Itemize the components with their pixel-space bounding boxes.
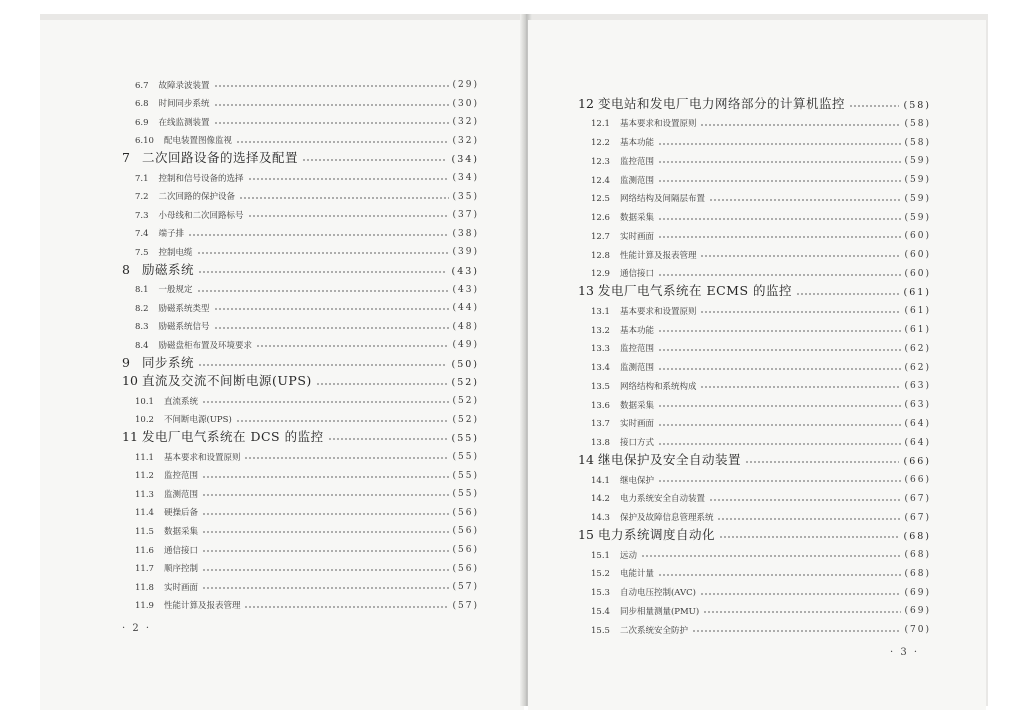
toc-entry-number: 10.1	[135, 396, 154, 407]
toc-entry-title: 继电保护及安全自动装置	[598, 451, 742, 467]
toc-section-entry	[135, 481, 479, 499]
toc-entry-page: (43)	[452, 284, 479, 295]
toc-entry-title: 变电站和发电厂电力网络部分的计算机监控	[598, 95, 846, 111]
dot-leader	[316, 383, 448, 385]
toc-entry-title: 通信接口	[163, 545, 198, 556]
toc-section-entry	[135, 202, 479, 220]
toc-entry-page: (52)	[452, 396, 479, 407]
dot-leader	[658, 180, 901, 182]
dot-leader	[202, 531, 449, 533]
toc-entry-number: 13.7	[591, 419, 610, 430]
toc-entry-page: (68)	[904, 550, 931, 560]
toc-entry-page: (66)	[904, 475, 931, 485]
toc-entry-title: 电力系统调度自动化	[598, 526, 716, 542]
toc-entry-page: (30)	[452, 98, 479, 109]
dot-leader	[328, 438, 448, 440]
dot-leader	[214, 85, 449, 87]
toc-entry-page: (61)	[904, 325, 931, 335]
toc-section-entry	[591, 111, 931, 129]
toc-entry-page: (68)	[904, 568, 931, 579]
toc-entry-number: 7.5	[135, 247, 149, 258]
toc-section-entry	[591, 148, 931, 166]
toc-entry-number: 13.1	[591, 306, 610, 317]
toc-entry-number: 11.8	[135, 582, 154, 593]
dot-leader	[719, 536, 899, 538]
dot-leader	[202, 587, 449, 589]
toc-section-entry	[135, 109, 479, 127]
toc-entry-number: 12.9	[591, 269, 610, 280]
toc-entry-title: 同步相量测量(PMU)	[619, 606, 700, 617]
toc-section-entry	[135, 72, 479, 90]
dot-leader	[197, 252, 449, 254]
dot-leader	[703, 611, 900, 613]
toc-entry-number: 13.3	[591, 344, 610, 355]
toc-entry-page: (56)	[452, 507, 479, 518]
toc-entry-page: (35)	[452, 191, 479, 202]
toc-entry-page: (60)	[904, 250, 931, 260]
dot-leader	[244, 606, 448, 608]
dot-leader	[202, 494, 449, 496]
toc-entry-title: 监控范围	[619, 344, 654, 355]
toc-section-entry	[135, 444, 479, 462]
toc-section-entry	[135, 295, 479, 313]
dot-leader	[745, 461, 899, 463]
toc-entry-title: 实时画面	[619, 419, 654, 430]
toc-entry-title: 基本功能	[619, 325, 654, 336]
toc-section-entry	[135, 184, 479, 202]
toc-entry-page: (57)	[452, 600, 479, 611]
toc-entry-page: (44)	[452, 303, 479, 314]
toc-entry-number: 14.3	[591, 513, 610, 523]
dot-leader	[717, 518, 900, 520]
left-page	[40, 20, 524, 710]
toc-section-entry	[135, 500, 479, 518]
toc-section-entry	[591, 598, 931, 616]
toc-entry-page: (62)	[904, 343, 931, 354]
toc-entry-number: 11	[122, 428, 138, 444]
toc-entry-page: (52)	[451, 377, 479, 389]
toc-entry-number: 13	[578, 283, 594, 298]
toc-chapter-entry	[578, 280, 931, 298]
toc-entry-page: (29)	[452, 80, 479, 90]
toc-entry-page: (55)	[451, 432, 479, 444]
toc-section-entry	[591, 411, 931, 429]
page-number-right: · 3 ·	[890, 647, 920, 658]
toc-entry-number: 11.7	[135, 564, 154, 575]
dot-leader	[658, 274, 901, 276]
dot-leader	[198, 364, 447, 366]
toc-section-entry	[591, 467, 931, 485]
toc-entry-title: 励磁盘柜布置及环境要求	[158, 340, 253, 351]
dot-leader	[700, 311, 900, 313]
toc-entry-title: 顺序控制	[163, 564, 198, 575]
toc-section-entry	[591, 242, 931, 260]
toc-entry-title: 数据采集	[619, 213, 654, 223]
toc-entry-title: 励磁系统	[142, 261, 195, 277]
toc-entry-number: 9	[122, 354, 130, 370]
toc-section-entry	[591, 130, 931, 148]
toc-entry-page: (37)	[452, 210, 479, 221]
toc-chapter-entry	[122, 146, 479, 164]
toc-section-entry	[591, 505, 931, 523]
toc-entry-page: (59)	[904, 175, 931, 185]
dot-leader	[214, 122, 449, 124]
toc-entry-number: 12.6	[591, 213, 610, 223]
toc-entry-number: 10	[122, 373, 138, 389]
toc-entry-number: 8.3	[135, 322, 149, 333]
toc-entry-title: 励磁系统信号	[158, 322, 210, 333]
toc-entry-number: 8.4	[135, 340, 149, 351]
toc-entry-title: 同步系统	[142, 354, 195, 370]
toc-entry-number: 13.5	[591, 381, 610, 392]
toc-entry-page: (64)	[904, 437, 931, 448]
toc-chapter-entry	[578, 448, 931, 466]
dot-leader	[658, 368, 901, 370]
toc-entry-number: 6.8	[135, 99, 149, 110]
toc-entry-page: (38)	[452, 228, 479, 239]
toc-entry-title: 监控范围	[619, 156, 654, 167]
toc-entry-title: 二次系统安全防护	[619, 625, 688, 636]
toc-entry-number: 11.5	[135, 526, 154, 537]
toc-entry-page: (59)	[904, 212, 931, 223]
dot-leader	[700, 255, 900, 257]
toc-entry-title: 数据采集	[163, 526, 198, 537]
toc-section-entry	[135, 407, 479, 425]
dot-leader	[236, 420, 449, 422]
toc-entry-page: (48)	[452, 321, 479, 332]
toc-entry-title: 基本要求和设置原则	[619, 119, 697, 130]
toc-chapter-entry	[122, 425, 479, 443]
toc-entry-number: 15.5	[591, 625, 610, 636]
toc-entry-page: (32)	[452, 117, 479, 128]
toc-entry-page: (56)	[452, 526, 479, 537]
toc-entry-number: 6.7	[135, 80, 149, 91]
toc-section-entry	[135, 277, 479, 295]
toc-section-entry	[591, 261, 931, 279]
toc-entry-title: 时间同步系统	[158, 99, 210, 110]
toc-entry-number: 12.3	[591, 156, 610, 167]
toc-entry-title: 自动电压控制(AVC)	[619, 588, 696, 598]
dot-leader	[214, 308, 449, 310]
toc-entry-number: 12.2	[591, 138, 610, 148]
toc-entry-page: (34)	[451, 153, 479, 165]
toc-section-entry	[135, 239, 479, 257]
toc-entry-number: 6.9	[135, 117, 149, 128]
toc-entry-number: 11.3	[135, 489, 154, 500]
toc-entry-number: 15	[578, 526, 594, 542]
toc-chapter-entry	[122, 370, 479, 388]
toc-entry-page: (69)	[904, 587, 931, 598]
toc-entry-page: (57)	[452, 582, 479, 593]
toc-entry-number: 10.2	[135, 415, 154, 426]
toc-entry-page: (50)	[451, 358, 479, 370]
toc-entry-page: (55)	[452, 470, 479, 481]
toc-section-entry	[591, 355, 931, 373]
toc-entry-number: 13.6	[591, 400, 610, 411]
dot-leader	[658, 330, 901, 332]
toc-entry-number: 7.4	[135, 229, 149, 240]
toc-section-entry	[591, 561, 931, 579]
dot-leader	[202, 550, 449, 552]
toc-entry-number: 15.3	[591, 588, 610, 598]
toc-section-entry	[591, 542, 931, 560]
toc-entry-title: 电力系统安全自动装置	[619, 494, 705, 505]
toc-entry-title: 直流系统	[163, 396, 198, 407]
toc-entry-title: 电能计量	[619, 569, 654, 580]
toc-entry-title: 控制和信号设备的选择	[158, 173, 244, 184]
toc-entry-title: 网络结构及间隔层布置	[619, 194, 705, 205]
toc-entry-page: (59)	[904, 156, 931, 167]
toc-entry-title: 实时画面	[163, 582, 198, 593]
toc-entry-number: 8	[122, 261, 130, 277]
toc-entry-page: (55)	[452, 452, 479, 462]
dot-leader	[692, 630, 901, 632]
toc-section-entry	[591, 205, 931, 223]
toc-entry-number: 14.2	[591, 494, 610, 505]
toc-section-entry	[135, 574, 479, 592]
toc-entry-title: 保护及故障信息管理系统	[619, 513, 714, 523]
toc-entry-number: 11.6	[135, 545, 154, 556]
toc-entry-page: (58)	[904, 137, 931, 148]
toc-section-entry	[135, 463, 479, 481]
dot-leader	[302, 159, 447, 161]
toc-entry-page: (63)	[904, 400, 931, 410]
toc-entry-title: 不间断电源(UPS)	[163, 415, 232, 426]
toc-entry-number: 7.3	[135, 210, 149, 221]
toc-entry-title: 数据采集	[619, 400, 654, 411]
toc-section-entry	[135, 165, 479, 183]
toc-entry-page: (59)	[904, 193, 931, 204]
toc-entry-title: 网络结构和系统构成	[619, 381, 697, 392]
dot-leader	[236, 141, 449, 143]
toc-entry-page: (32)	[452, 135, 479, 146]
toc-entry-title: 二次回路设备的选择及配置	[142, 149, 299, 165]
dot-leader	[256, 345, 448, 347]
toc-entry-page: (60)	[904, 231, 931, 242]
toc-entry-number: 12.5	[591, 194, 610, 205]
toc-entry-page: (62)	[904, 362, 931, 373]
toc-entry-number: 7.2	[135, 192, 149, 203]
toc-entry-number: 7.1	[135, 173, 149, 184]
toc-section-entry	[135, 221, 479, 239]
toc-entry-page: (58)	[904, 118, 931, 129]
toc-section-entry	[591, 486, 931, 504]
dot-leader	[658, 480, 901, 482]
toc-entry-title: 直流及交流不间断电源(UPS)	[142, 373, 312, 389]
toc-section-entry	[591, 223, 931, 241]
toc-entry-number: 12.7	[591, 231, 610, 242]
dot-leader	[658, 574, 901, 576]
toc-section-entry	[591, 430, 931, 448]
toc-entry-title: 基本要求和设置原则	[619, 306, 697, 317]
toc-entry-number: 15.4	[591, 606, 610, 617]
page-number-left: · 2 ·	[122, 623, 152, 634]
dot-leader	[244, 457, 448, 459]
toc-entry-number: 8.1	[135, 285, 149, 296]
toc-entry-page: (67)	[904, 512, 931, 523]
dot-leader	[202, 569, 449, 571]
toc-section-entry	[591, 373, 931, 391]
toc-section-entry	[135, 314, 479, 332]
toc-entry-title: 通信接口	[619, 269, 654, 280]
toc-entry-page: (43)	[451, 265, 479, 277]
toc-entry-number: 12.1	[591, 119, 610, 130]
toc-section-entry	[135, 518, 479, 536]
dot-leader	[700, 386, 900, 388]
dot-leader	[796, 293, 899, 295]
dot-leader	[214, 327, 449, 329]
dot-leader	[198, 271, 447, 273]
dot-leader	[658, 349, 901, 351]
dot-leader	[658, 443, 901, 445]
toc-entry-title: 端子排	[158, 229, 185, 240]
toc-chapter-entry	[122, 351, 479, 369]
toc-entry-number: 14	[578, 451, 594, 467]
dot-leader	[658, 218, 901, 220]
dot-leader	[658, 424, 901, 426]
toc-section-entry	[591, 392, 931, 410]
toc-entry-page: (60)	[904, 268, 931, 279]
dot-leader	[239, 197, 448, 199]
toc-section-entry	[135, 593, 479, 611]
toc-entry-number: 7	[122, 149, 130, 165]
toc-entry-title: 监测范围	[619, 175, 654, 186]
toc-entry-number: 13.2	[591, 325, 610, 336]
toc-entry-title: 基本要求和设置原则	[163, 452, 241, 463]
toc-entry-page: (67)	[904, 493, 931, 504]
toc-entry-page: (63)	[904, 381, 931, 392]
dot-leader	[658, 143, 901, 145]
toc-entry-title: 发电厂电气系统在 ECMS 的监控	[598, 283, 792, 298]
toc-entry-number: 13.8	[591, 438, 610, 448]
toc-entry-number: 12	[578, 95, 594, 111]
toc-entry-number: 6.10	[135, 136, 154, 147]
toc-section-entry	[591, 167, 931, 185]
toc-entry-page: (56)	[452, 545, 479, 555]
toc-entry-page: (52)	[452, 414, 479, 425]
toc-section-entry	[591, 617, 931, 635]
toc-chapter-entry	[578, 523, 931, 541]
toc-entry-title: 故障录波装置	[158, 80, 210, 91]
dot-leader	[641, 555, 901, 557]
toc-section-entry	[135, 556, 479, 574]
toc-entry-number: 11.9	[135, 601, 154, 612]
toc-entry-page: (58)	[903, 99, 931, 111]
toc-entry-page: (69)	[904, 606, 931, 617]
toc-entry-title: 监测范围	[619, 363, 654, 373]
toc-section-entry	[135, 128, 479, 146]
dot-leader	[248, 215, 449, 217]
toc-entry-number: 14.1	[591, 475, 610, 486]
toc-entry-title: 二次回路的保护设备	[158, 192, 236, 203]
toc-entry-number: 12.8	[591, 250, 610, 261]
dot-leader	[700, 593, 901, 595]
dot-leader	[248, 178, 449, 180]
toc-entry-title: 性能计算及报表管理	[619, 250, 697, 261]
toc-entry-title: 励磁系统类型	[158, 303, 210, 314]
toc-entry-title: 实时画面	[619, 231, 654, 242]
dot-leader	[214, 104, 449, 106]
toc-section-entry	[591, 317, 931, 335]
toc-entry-page: (68)	[903, 530, 931, 542]
dot-leader	[709, 199, 901, 201]
toc-entry-number: 15.1	[591, 550, 610, 561]
toc-entry-page: (61)	[903, 287, 931, 298]
dot-leader	[849, 105, 899, 107]
toc-entry-title: 接口方式	[619, 438, 654, 448]
toc-entry-number: 11.4	[135, 508, 154, 519]
toc-entry-title: 监控范围	[163, 471, 198, 482]
toc-entry-page: (34)	[452, 173, 479, 183]
toc-entry-title: 监测范围	[163, 489, 198, 500]
toc-section-entry	[591, 298, 931, 316]
toc-entry-page: (55)	[452, 489, 479, 500]
toc-entry-number: 11.1	[135, 452, 154, 463]
toc-entry-title: 在线监测装置	[158, 117, 210, 128]
toc-entry-title: 控制电缆	[158, 247, 193, 258]
toc-section-entry	[135, 388, 479, 406]
toc-entry-title: 发电厂电气系统在 DCS 的监控	[142, 428, 324, 444]
toc-entry-number: 11.2	[135, 471, 154, 482]
toc-entry-page: (66)	[903, 455, 931, 467]
toc-entry-title: 基本功能	[619, 138, 654, 148]
dot-leader	[188, 234, 448, 236]
toc-entry-title: 一般规定	[158, 285, 193, 296]
toc-section-entry	[135, 537, 479, 555]
toc-entry-page: (64)	[904, 418, 931, 429]
toc-entry-number: 12.4	[591, 175, 610, 186]
toc-section-entry	[591, 186, 931, 204]
dot-leader	[202, 401, 449, 403]
toc-section-entry	[135, 332, 479, 350]
toc-entry-title: 配电装置图像监视	[163, 136, 232, 147]
toc-entry-number: 8.2	[135, 303, 149, 314]
dot-leader	[700, 124, 900, 126]
toc-chapter-entry	[578, 92, 931, 110]
toc-entry-page: (70)	[904, 625, 931, 635]
toc-entry-number: 13.4	[591, 363, 610, 373]
dot-leader	[658, 236, 901, 238]
toc-section-entry	[135, 91, 479, 109]
toc-section-entry	[591, 336, 931, 354]
toc-entry-title: 硬操后备	[163, 508, 198, 519]
dot-leader	[709, 499, 901, 501]
toc-entry-page: (49)	[452, 340, 479, 351]
dot-leader	[202, 476, 449, 478]
toc-entry-page: (56)	[452, 563, 479, 574]
dot-leader	[202, 513, 449, 515]
toc-entry-page: (39)	[452, 247, 479, 258]
right-page	[528, 20, 986, 710]
toc-entry-title: 小母线和二次回路标号	[158, 210, 244, 221]
dot-leader	[658, 405, 901, 407]
toc-entry-title: 性能计算及报表管理	[163, 601, 241, 612]
toc-section-entry	[591, 580, 931, 598]
toc-entry-page: (61)	[904, 306, 931, 317]
toc-entry-title: 远动	[619, 550, 637, 561]
dot-leader	[658, 161, 901, 163]
toc-entry-number: 15.2	[591, 569, 610, 580]
toc-entry-title: 继电保护	[619, 475, 654, 486]
toc-chapter-entry	[122, 258, 479, 276]
dot-leader	[197, 290, 449, 292]
